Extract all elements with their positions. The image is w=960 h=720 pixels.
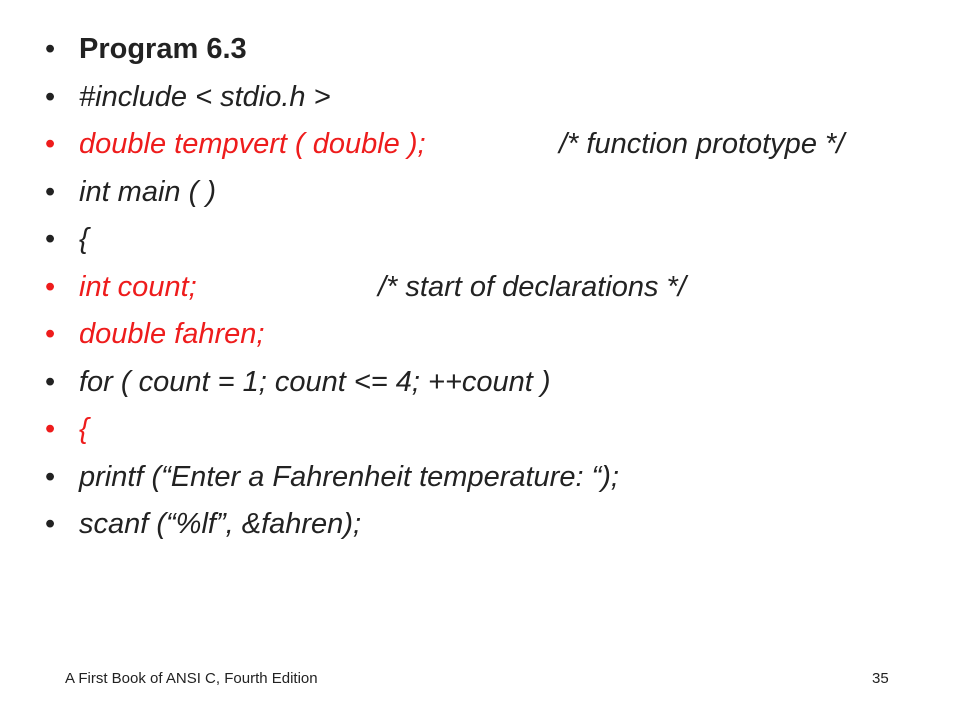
bullet-printf [45,454,935,502]
bullet-dot: • [45,365,56,398]
scanf-line: scanf (“%lf”, &fahren); [79,508,362,540]
bullet-dot: • [45,508,56,540]
bullet-include [45,74,935,122]
include-line: #include < stdio.h > [79,80,331,113]
printf-line: printf (“Enter a Fahrenheit temperature: “); [79,460,619,493]
bullet-open-brace-main [45,216,935,264]
bullet-dot: • [45,413,56,445]
bullet-int-count [45,264,935,312]
main-line: int main ( ) [79,175,216,208]
bullet-dot: • [45,175,56,208]
bullet-dot: • [45,318,56,350]
bullet-for-loop [45,359,935,407]
code-bullet-list [45,26,935,549]
open-brace-main: { [79,223,89,255]
bullet-dot: • [45,270,56,303]
open-brace-loop: { [79,413,89,445]
bullet-double-fahren [45,311,935,359]
bullet-dot: • [45,460,56,493]
bullet-open-brace-loop [45,406,935,454]
bullet-scanf [45,501,935,549]
bullet-dot: • [45,223,56,255]
prototype-comment: /* function prototype */ [559,128,845,160]
footer-page-number: 35 [872,670,889,687]
int-count-code: int count; [79,270,197,303]
bullet-dot: • [45,80,56,113]
bullet-program-title [45,26,935,74]
footer-book-title: A First Book of ANSI C, Fourth Edition [65,670,318,687]
double-fahren-line: double fahren; [79,318,265,350]
for-loop-line: for ( count = 1; count <= 4; ++count ) [79,365,551,398]
declarations-comment: /* start of declarations */ [378,270,686,303]
bullet-prototype [45,121,935,169]
bullet-dot: • [45,33,56,65]
bullet-dot: • [45,128,56,160]
program-title: Program 6.3 [79,33,247,65]
prototype-code: double tempvert ( double ); [79,128,426,160]
bullet-main [45,169,935,217]
